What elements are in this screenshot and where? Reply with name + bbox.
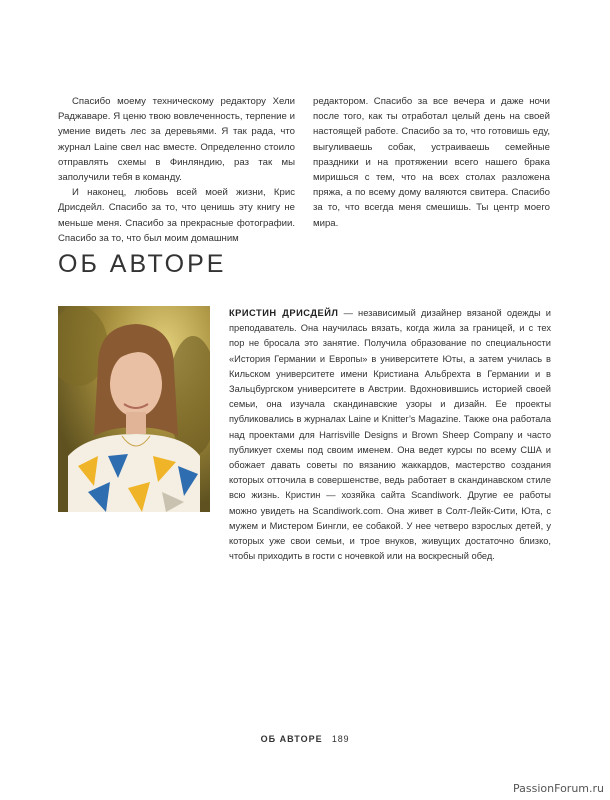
text-column-right <box>313 94 550 231</box>
page-number: 189 <box>331 734 350 744</box>
paragraph: И наконец, любовь всей моей жизни, Крис Дрисдейл. Спасибо за то, что ценишь эту книгу не меньше меня. Спасибо за прекрасные фотографии. Спасибо за то, что был моим домашним <box>58 187 295 244</box>
author-photo <box>58 306 210 512</box>
paragraph: редактором. Спасибо за все вечера и даже ночи после того, как ты отработал целый день на своей настоящей работе. Спасибо за то, что готовишь еду, выгуливаешь собак, устраиваешь семейные праздники и на протяжении всего нашего брака миришься с тем, что на всех столах разложена пряжа, а по всему дому валяются свитера. Спасибо за то, что всегда меня смешишь. Ты центр моего мира. <box>313 96 550 229</box>
author-name: КРИСТИН ДРИСДЕЙЛ <box>229 308 339 318</box>
author-bio-text: — независимый дизайнер вязаной одежды и преподаватель. Она научилась вязать, когда жила за границей, и с тех пор не бросала это занятие. Получила образование по специальности «История Германии и Европы» в университете Юты, а затем училась в Кильском университете имени Кристиана Альбрехта в Германии и в Зальцбургском университете в Австрии. Вдохновившись историей своей семьи, она изучала скандинавские узоры и дизайн. Ее проекты публиковались в журналах Laine и Knitter’s Magazine. Также она работала над проектами для Harrisville Designs и Brown Sheep Company и часто публикует схемы под своим именем. Она ведет курсы по всему США и обожает давать советы по вязанию жаккардов, мастерство создания которых отточила в совершенстве, ведь работает в скандинавском стиле всю жизнь. Кристин — хозяйка сайта Scandiwork. Другие ее работы можно увидеть на Scandiwork.com. Она живет в Солт-Лейк-Сити, Юта, с мужем и Мистером Бингли, ее собакой. У нее четверо взрослых детей, у которых уже свои семьи, и трое внуков, живущих достаточно близко, чтобы приходить в гости с ночевкой или на воскресный обед. <box>229 308 551 562</box>
paragraph: Спасибо моему техническому редактору Хели Раджаваре. Я ценю твою вовлеченность, терпение и умение видеть лес за деревьями. Я так рада, что журнал Laine свел нас вместе. Определенно стоило отправлять схемы в Финляндию, раз так мы заполучили тебя в команду. <box>58 96 295 184</box>
section-heading: ОБ АВТОРЕ <box>58 250 227 278</box>
author-portrait-illustration <box>58 306 210 512</box>
text-column-left <box>58 94 295 246</box>
watermark: PassionForum.ru <box>513 782 604 795</box>
footer-section-label: ОБ АВТОРЕ <box>260 734 323 744</box>
author-bio <box>229 306 551 564</box>
page-footer <box>0 734 610 744</box>
